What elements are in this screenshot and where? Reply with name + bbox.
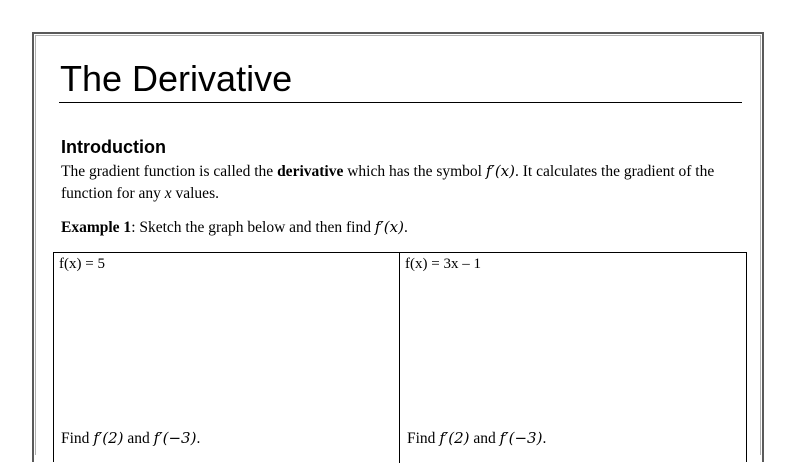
exercise-cell-1: [54, 253, 400, 463]
cell-function: f(x) = 3x – 1: [405, 256, 481, 272]
example-label: Example 1: [61, 219, 132, 236]
find-b: f′(−3): [153, 429, 197, 447]
exercise-table: [53, 252, 747, 462]
find-and: and: [469, 430, 500, 447]
cell-find-instruction: [407, 427, 546, 450]
intro-paragraph: [61, 160, 741, 205]
find-prefix: Find: [407, 430, 440, 447]
find-and: and: [123, 430, 154, 447]
section-heading: Introduction: [61, 137, 166, 157]
intro-symbol: f′(x): [485, 162, 515, 180]
find-prefix: Find: [61, 430, 94, 447]
page-title: The Derivative: [60, 58, 293, 99]
intro-bold-term: derivative: [277, 163, 344, 180]
exercise-cell-2: [400, 253, 746, 463]
intro-text-3: . It calculates the gradient of the function for any: [61, 163, 715, 202]
intro-text-4: values.: [171, 185, 219, 202]
cell-function: f(x) = 5: [59, 256, 105, 272]
find-a: f′(2): [93, 429, 124, 447]
cell-find-instruction: [61, 427, 200, 450]
title-underline: [59, 102, 742, 103]
intro-var: x: [164, 185, 172, 202]
example-text: : Sketch the graph below and then find: [131, 219, 375, 236]
example-end: .: [403, 219, 408, 236]
find-end: .: [542, 430, 547, 447]
example-symbol: f′(x): [374, 218, 404, 236]
intro-text-2: which has the symbol: [343, 163, 486, 180]
intro-text-1: The gradient function is called the: [61, 163, 278, 180]
find-b: f′(−3): [499, 429, 543, 447]
example-1: [61, 216, 408, 239]
find-end: .: [196, 430, 201, 447]
find-a: f′(2): [439, 429, 470, 447]
